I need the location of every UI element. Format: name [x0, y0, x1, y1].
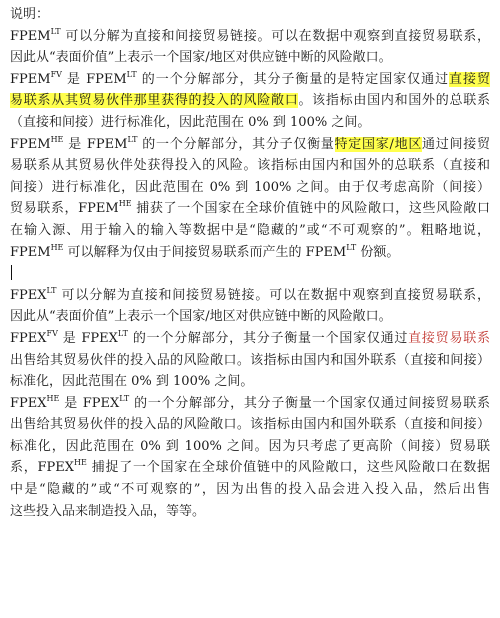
- text-line: 因此从“表面价值”上表示一个国家/地区对供应链中断的风险敞口。: [10, 50, 392, 66]
- text-line: $FPEM^{LT}$ 可以分解为直接和间接贸易链接。可以在数据中观察到直接贸易联系，: [10, 26, 490, 44]
- text-line: $FPEX^{LT}$ 可以分解为直接和间接贸易链接。可以在数据中观察到直接贸易联系，: [10, 285, 490, 303]
- text-line: 出售给其贸易伙伴的投入品的风险敞口。该指标由国内和国外联系（直接和间接）: [10, 417, 490, 433]
- text-line: 间接）进行标准化，因此范围在 0% 到 100% 之间。由于仅考虑高阶（间接）: [10, 179, 490, 195]
- highlighted-text: 特定国家/地区: [334, 136, 423, 152]
- text-line: 中是“隐藏的”或“不可观察的”，因为出售的投入品会进入投入品，然后出售: [10, 482, 490, 498]
- text-line: （直接和间接）进行标准化，因此范围在 0% 到 100% 之间。: [10, 114, 371, 130]
- heading: 说明：: [10, 7, 50, 22]
- text-line: 在输入源、用于输入的输入等数据中是“隐藏的”或“不可观察的”。粗略地说，: [10, 222, 490, 238]
- text-line: $FPEX^{FV}$ 是 $FPEX^{LT}$ 的一个分解部分，其分子衡量一个国家仅通过直接贸易联系: [10, 328, 490, 346]
- paragraph-fpex-fv: [10, 328, 490, 393]
- text-line: 易联系从其贸易伙伴处获得投入的风险。该指标由国内和国外的总联系（直接和: [10, 158, 490, 174]
- text-line: 出售给其贸易伙伴的投入品的风险敞口。该指标由国内和国外联系（直接和间接）: [10, 352, 490, 368]
- paragraph-fpem-lt: [10, 26, 490, 69]
- text-line: 标准化，因此范围在 0% 到 100% 之间。: [10, 374, 254, 390]
- blank-line: [10, 263, 490, 285]
- text-line: 因此从“表面价值”上表示一个国家/地区对供应链中断的风险敞口。: [10, 309, 392, 325]
- paragraph-fpem-he: [10, 134, 490, 264]
- paragraph-fpex-lt: [10, 285, 490, 328]
- text-line: 易联系从其贸易伙伴那里获得的投入的风险敞口。该指标由国内和国外的总联系: [10, 93, 490, 109]
- text-line: $FPEM^{HE}$ 是 $FPEM^{LT}$ 的一个分解部分，其分子仅衡量特定国家/地区通过间接贸: [10, 134, 490, 152]
- text-line: $FPEM^{HE}$ 可以解释为仅由于间接贸易联系而产生的 $FPEM^{LT}$ 份额。: [10, 242, 400, 260]
- text-line: $FPEX^{HE}$ 是 $FPEX^{LT}$ 的一个分解部分，其分子衡量一个国家仅通过间接贸易联系: [10, 393, 490, 411]
- paragraph-fpem-fv: [10, 69, 490, 134]
- text-cursor: [11, 265, 12, 280]
- text-line: 这些投入品来制造投入品，等等。: [10, 503, 206, 519]
- text-line: 标准化，因此范围在 0% 到 100% 之间。因为只考虑了更高阶（间接）贸易联: [10, 438, 490, 454]
- highlighted-text: 直接贸: [449, 71, 490, 87]
- paragraph-fpex-he: [10, 393, 490, 523]
- highlighted-text: 易联系从其贸易伙伴那里获得的投入的风险敞口: [10, 93, 299, 109]
- text-line: $FPEM^{FV}$ 是 $FPEM^{LT}$ 的一个分解部分，其分子衡量的是特定国家仅通过直接贸: [10, 69, 490, 87]
- text-line: 贸易联系，$FPEM^{HE}$ 捕获了一个国家在全球价值链中的风险敞口，这些风险敞口: [10, 199, 490, 217]
- text-line: 系，$FPEX^{HE}$ 捕捉了一个国家在全球价值链中的风险敞口，这些风险敞口在数据: [10, 458, 490, 476]
- red-text: 直接贸易联系: [408, 330, 490, 346]
